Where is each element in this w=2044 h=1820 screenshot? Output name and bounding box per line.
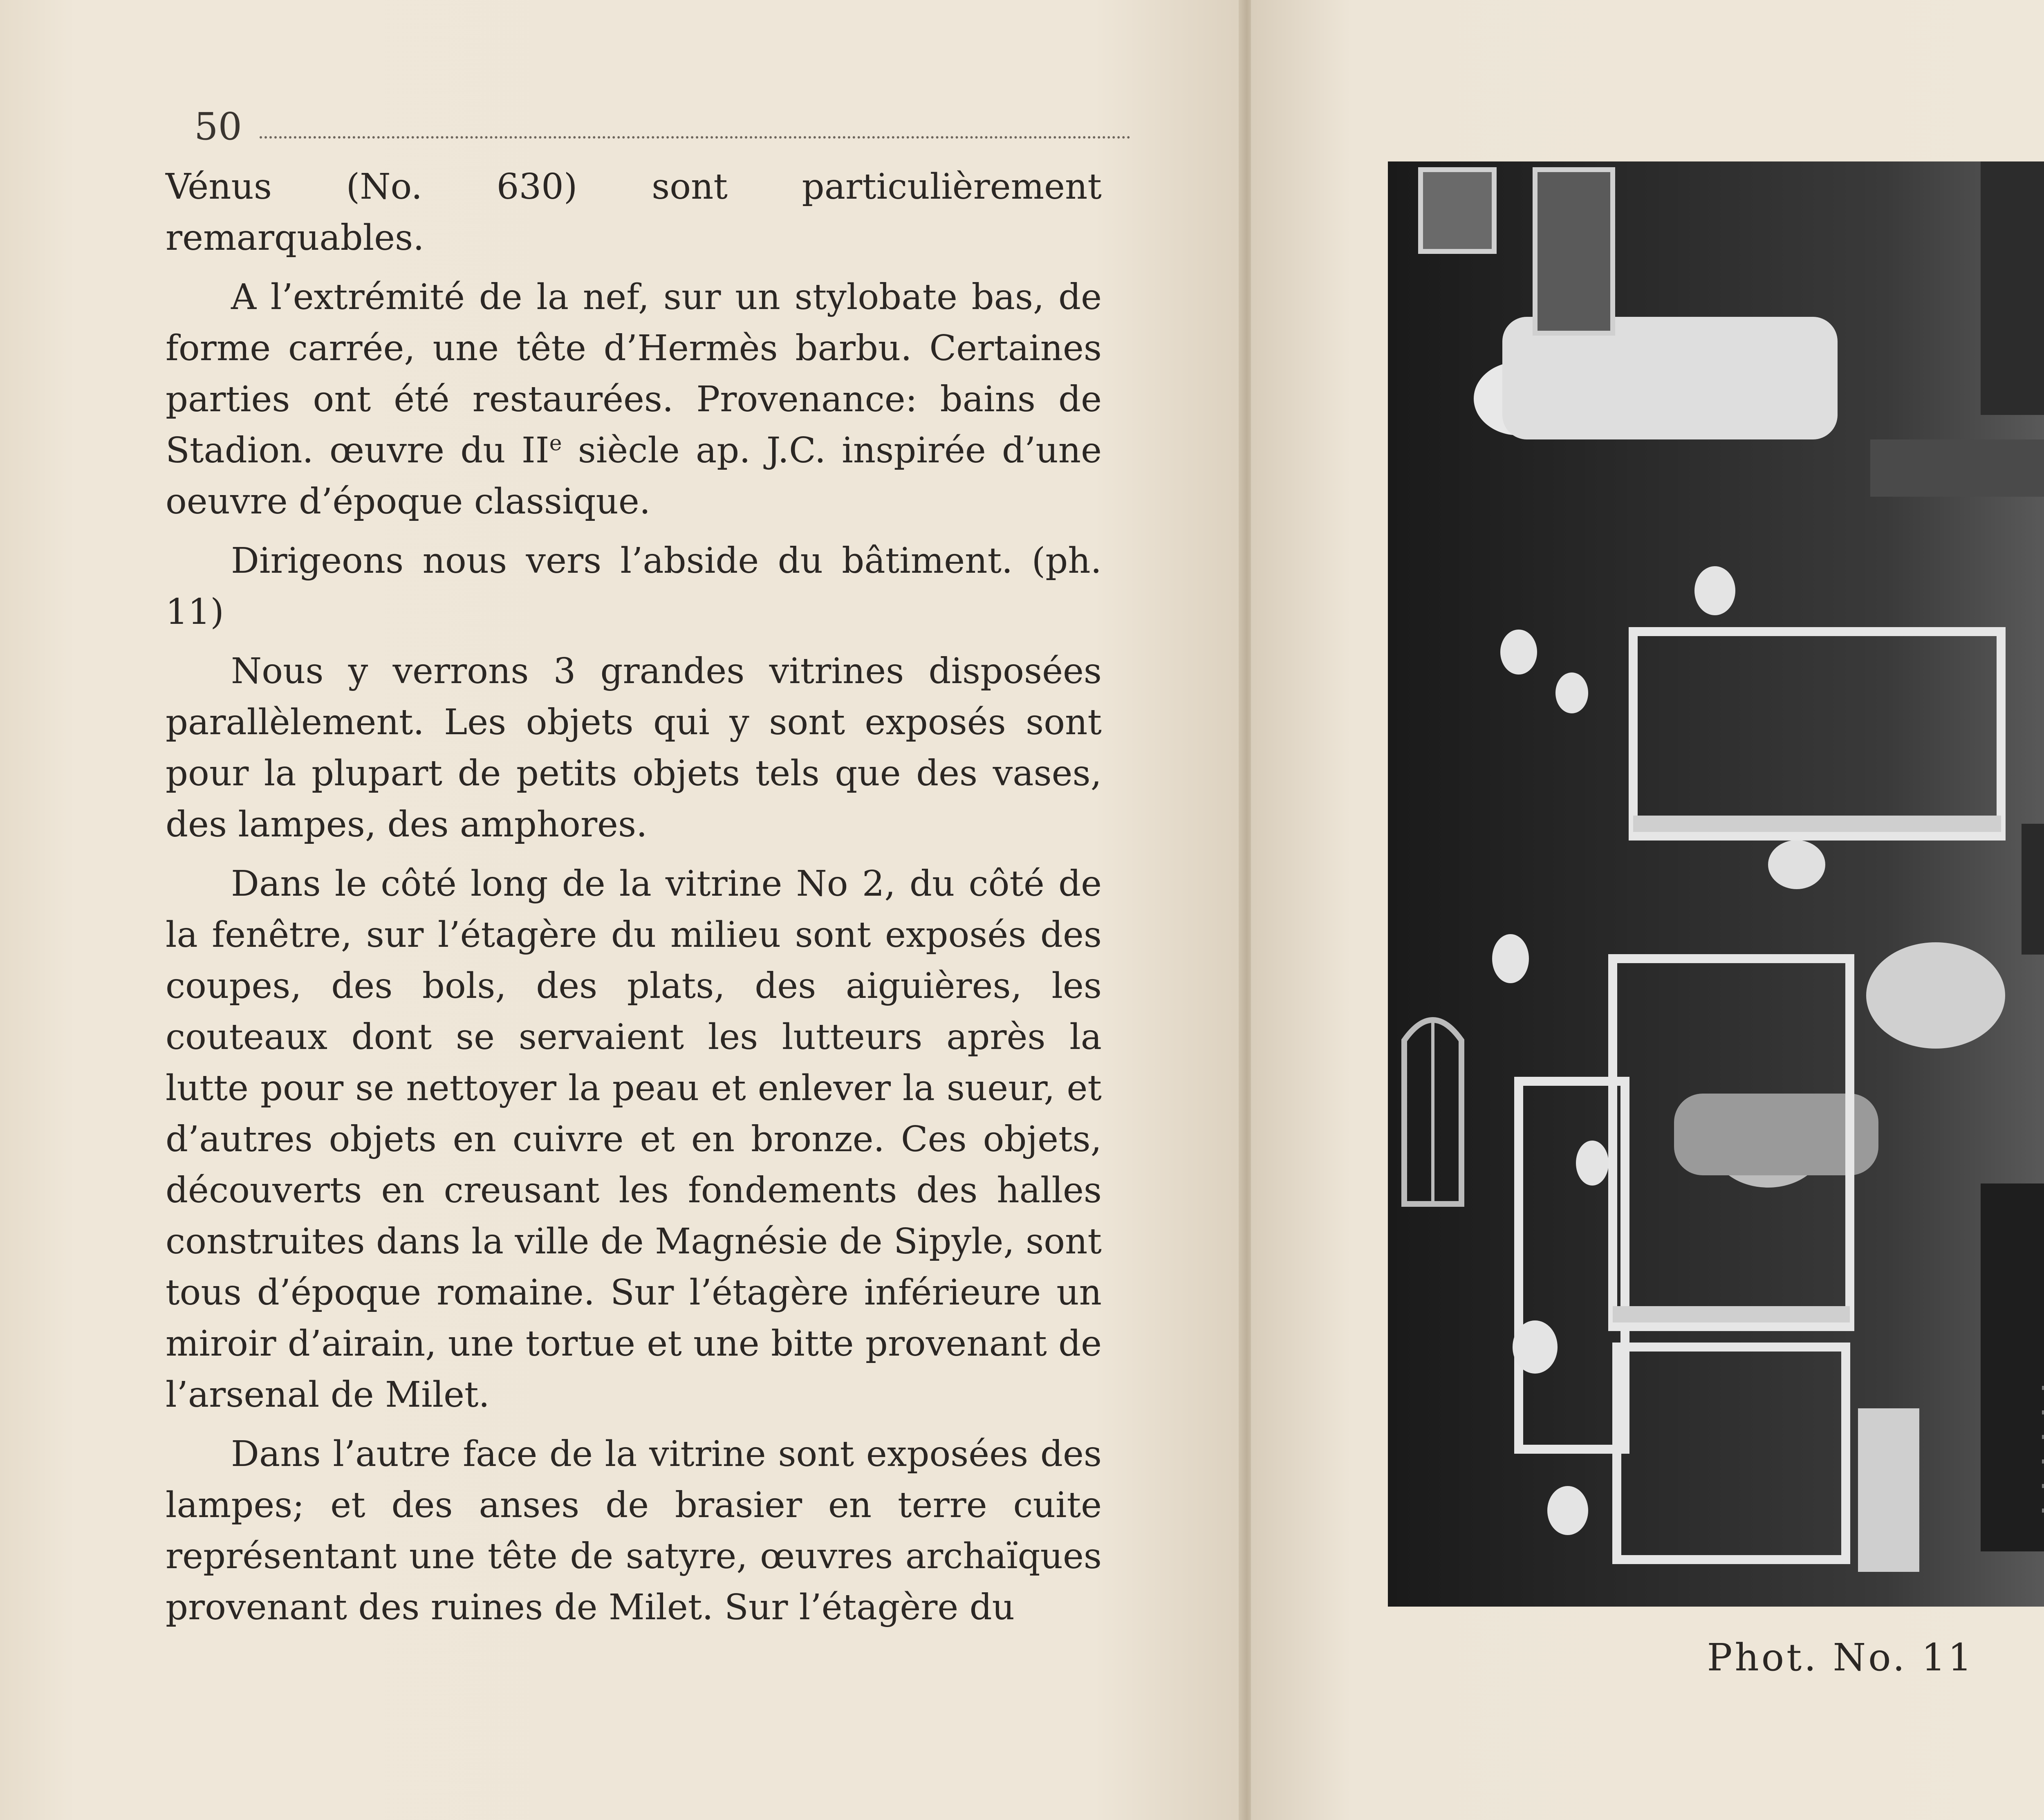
paragraph-3: Dirigeons nous vers l’abside du bâtiment. (ph. 11) [166, 540, 1102, 632]
photo-caption: Phot. No. 11 [1707, 1636, 1975, 1679]
superscript-e: e [549, 431, 562, 456]
page-header [194, 100, 1130, 153]
body-text [166, 161, 1102, 1641]
dotted-rule [260, 136, 1130, 139]
museum-photograph-illustration [1388, 161, 2044, 1607]
museum-photograph [1388, 161, 2044, 1607]
page-number: 50 [194, 105, 242, 148]
paragraph-4: Nous y verrons 3 grandes vitrines disposées parallèlement. Les objets qui y sont exposés sont pour la plupart de petits objets tels que des vases, des lampes, des amphores. [166, 651, 1102, 845]
paragraph-1: Vénus (No. 630) sont particulièrement remarquables. [166, 166, 1102, 258]
paragraph-5: Dans le côté long de la vitrine No 2, du côté de la fenêtre, sur l’étagère du milieu sont exposés des coupes, des bols, des plats, des aiguières, les couteaux dont se servaient les lutteurs après la lutte pour se nettoyer la peau et enlever la sueur, et d’autres objets en cuivre et en bronze. Ces objets, découverts en creusant les fondements des halles construites dans la ville de Magnésie de Sipyle, sont tous d’époque romaine. Sur l’étagère inférieure un miroir d’airain, une tortue et une bitte provenant de l’arsenal de Milet. [166, 863, 1102, 1415]
paragraph-2 [166, 272, 1102, 527]
paragraph-6: Dans l’autre face de la vitrine sont exposées des lampes; et des anses de brasier en terre cuite représentant une tête de satyre, œuvres archaïques provenant des ruines de Milet. Sur l’étagère du [166, 1434, 1102, 1628]
paragraph-2-part-1: A l’extrémité de la nef, sur un stylobate bas, de forme carrée, une tête d’Hermès barbu. Certaines parties ont été restaurées. Provenance: bains de Stadion. œuvre du II [166, 277, 1102, 471]
paragraph-2-part-2: siècle ap. J.C. inspirée d’une oeuvre d’époque classique. [166, 430, 1102, 522]
